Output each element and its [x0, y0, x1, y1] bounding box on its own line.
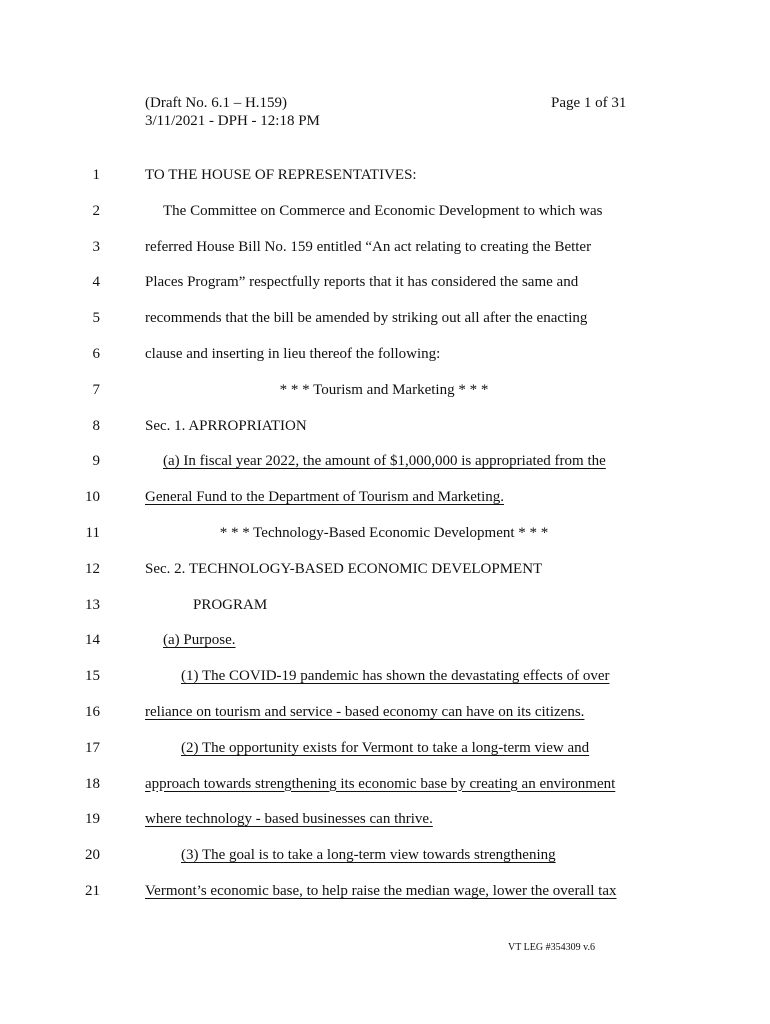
line-text: (a) In fiscal year 2022, the amount of $1,000,000 is appropriated from the — [163, 453, 606, 470]
line-number: 2 — [92, 202, 100, 219]
line-number: 7 — [92, 381, 100, 398]
line-text: TO THE HOUSE OF REPRESENTATIVES: — [145, 167, 417, 183]
line-1 — [0, 162, 770, 198]
line-15 — [0, 663, 770, 699]
line-number: 10 — [85, 489, 100, 506]
line-10 — [0, 484, 770, 520]
line-number: 14 — [85, 632, 100, 649]
line-8 — [0, 413, 770, 449]
line-number: 18 — [85, 775, 100, 792]
line-5 — [0, 305, 770, 341]
line-12 — [0, 556, 770, 592]
line-number: 20 — [85, 847, 100, 864]
draft-date: 3/11/2021 - DPH - 12:18 PM — [145, 113, 320, 129]
line-19 — [0, 806, 770, 842]
line-text: (2) The opportunity exists for Vermont to take a long-term view and — [181, 739, 590, 756]
line-number: 16 — [85, 703, 100, 720]
line-2 — [0, 198, 770, 234]
line-number: 3 — [92, 238, 100, 255]
bill-text — [0, 162, 770, 914]
draft-number: (Draft No. 6.1 – H.159) — [145, 95, 288, 111]
line-18 — [0, 771, 770, 807]
line-number: 5 — [92, 310, 100, 327]
line-17 — [0, 735, 770, 771]
line-21 — [0, 878, 770, 914]
line-number: 12 — [85, 560, 100, 577]
line-text: The Committee on Commerce and Economic Development to which was — [163, 202, 603, 219]
line-20 — [0, 842, 770, 878]
line-text: referred House Bill No. 159 entitled “An act relating to creating the Better — [145, 238, 592, 255]
line-number: 17 — [85, 739, 100, 756]
line-number: 21 — [85, 882, 100, 899]
line-number: 13 — [85, 596, 100, 613]
line-text: approach towards strengthening its economic base by creating an environment — [145, 775, 616, 792]
line-text: clause and inserting in lieu thereof the following: — [145, 345, 441, 362]
line-7 — [0, 377, 770, 413]
line-14 — [0, 627, 770, 663]
line-text: Vermont’s economic base, to help raise the median wage, lower the overall tax — [145, 882, 617, 899]
line-number: 8 — [92, 417, 100, 434]
line-text: (3) The goal is to take a long-term view towards strengthening — [181, 847, 556, 864]
section-title: Sec. 1. APRROPRIATION — [145, 417, 307, 434]
line-4 — [0, 269, 770, 305]
section-title: PROGRAM — [193, 596, 268, 613]
line-text: reliance on tourism and service - based economy can have on its citizens. — [145, 703, 585, 720]
line-9 — [0, 448, 770, 484]
line-number: 9 — [92, 453, 100, 470]
line-3 — [0, 234, 770, 270]
section-heading: * * * Technology-Based Economic Development * * * — [219, 524, 549, 541]
line-11 — [0, 520, 770, 556]
line-number: 19 — [85, 811, 100, 828]
line-6 — [0, 341, 770, 377]
line-text: recommends that the bill be amended by striking out all after the enacting — [145, 310, 588, 327]
line-text: where technology - based businesses can thrive. — [145, 811, 433, 828]
document-id-footer: VT LEG #354309 v.6 — [508, 942, 595, 953]
line-number: 4 — [92, 274, 100, 291]
section-title: Sec. 2. TECHNOLOGY-BASED ECONOMIC DEVELOPMENT — [145, 560, 543, 577]
line-16 — [0, 699, 770, 735]
line-13 — [0, 592, 770, 628]
line-text: Places Program” respectfully reports that it has considered the same and — [145, 274, 579, 291]
line-number: 6 — [92, 345, 100, 362]
section-heading: * * * Tourism and Marketing * * * — [279, 381, 489, 398]
line-text: (1) The COVID-19 pandemic has shown the devastating effects of over — [181, 668, 610, 685]
line-text: (a) Purpose. — [163, 632, 236, 649]
line-number: 15 — [85, 668, 100, 685]
line-text: General Fund to the Department of Tourism and Marketing. — [145, 489, 505, 506]
line-number: 11 — [85, 524, 100, 541]
page-number: Page 1 of 31 — [551, 95, 627, 111]
line-number: 1 — [92, 167, 100, 183]
